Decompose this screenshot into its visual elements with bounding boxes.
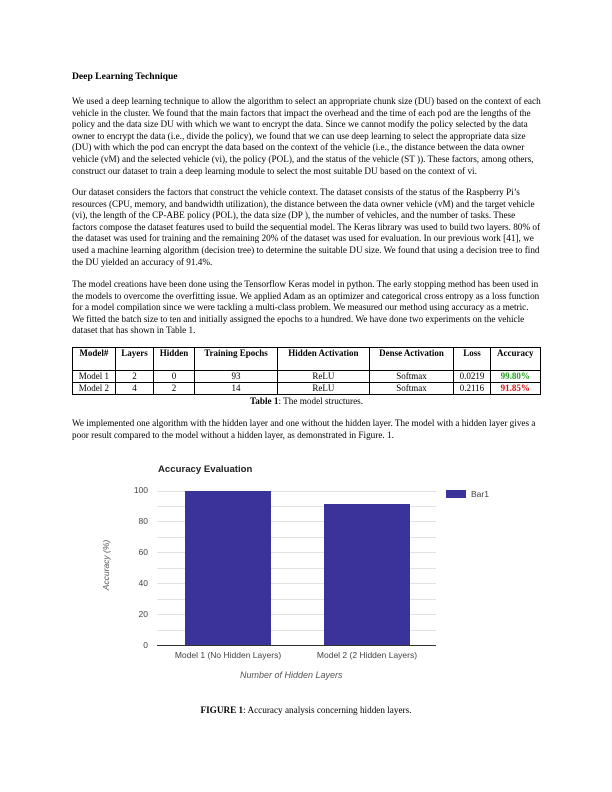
cell-accuracy: 91.85% bbox=[490, 383, 540, 395]
cell-loss: 0.0219 bbox=[454, 371, 490, 383]
bar-model-2 bbox=[324, 504, 410, 645]
cell-hidden-activation: ReLU bbox=[278, 383, 369, 395]
chart-title: Accuracy Evaluation bbox=[158, 464, 253, 475]
table-caption-text: : The model structures. bbox=[278, 396, 364, 406]
y-tick-100: 100 bbox=[133, 485, 148, 495]
cell-dense-activation: Softmax bbox=[369, 371, 454, 383]
legend-label: Bar1 bbox=[471, 489, 489, 499]
chart-legend bbox=[446, 489, 489, 499]
header-dense-activation: Dense Activation bbox=[369, 348, 454, 371]
y-tick-80: 80 bbox=[138, 516, 148, 526]
x-axis-label: Number of Hidden Layers bbox=[240, 670, 343, 680]
header-loss: Loss bbox=[454, 348, 490, 371]
y-tick-20: 20 bbox=[138, 609, 148, 619]
cell-loss: 0.2116 bbox=[454, 383, 490, 395]
header-layers: Layers bbox=[115, 348, 153, 371]
y-tick-40: 40 bbox=[138, 578, 148, 588]
section-heading: Deep Learning Technique bbox=[72, 71, 178, 82]
table-row bbox=[73, 383, 541, 395]
paragraph-intro: We used a deep learning technique to allow the algorithm to select an appropriate chunk size (DU) based on the context of each vehicle in the cluster. We found that the main factors that impact the overhead and the time of each pod are the lengths of the policy and the data size DU with which we want to encrypt the data. Since we cannot modify the policy selected by the data owner to encrypt the data (i.e., divide the policy), we found that we can use deep learning to select the appropriate data size (DU) with which the pod can encrypt the data based on the context of the vehicle (i.e., the distance between the data owner vehicle (vM) and the selected vehicle (vi), the policy (POL), and the status of the vehicle (ST )). These factors, among others, construct our dataset to train a deep learning module to select the most suitable DU based on the context of vi. bbox=[72, 96, 541, 176]
figure-caption-label: FIGURE 1 bbox=[200, 705, 244, 715]
cell-layers: 2 bbox=[115, 371, 153, 383]
cell-dense-activation: Softmax bbox=[369, 383, 454, 395]
y-tick-60: 60 bbox=[138, 547, 148, 557]
cell-hidden: 0 bbox=[154, 371, 195, 383]
paragraph-hidden-layer: We implemented one algorithm with the hidden layer and one without the hidden layer. The model with a hidden layer gives a poor result compared to the model without a hidden layer, as demonstrated in Figure. 1. bbox=[72, 418, 536, 440]
header-hidden: Hidden bbox=[154, 348, 195, 371]
y-tick-0: 0 bbox=[143, 640, 148, 650]
paragraph-model-creation: The model creations have been done using the Tensorflow Keras model in python. The early stopping method has been used in the models to overcome the overfitting issue. We applied Adam as an optimizer and categorical cross entropy as a loss function for a model compilation since we were tackling a multi-class problem. We measured our method using accuracy as a metric. We fitted the batch size to ten and initially assigned the epochs to a hundred. We have done two experiments on the vehicle dataset that has shown in Table 1. bbox=[72, 279, 540, 336]
table-row bbox=[73, 371, 541, 383]
figure-caption bbox=[0, 705, 612, 715]
cell-epochs: 14 bbox=[194, 383, 277, 395]
model-structures-table bbox=[72, 347, 541, 395]
y-axis-label: Accuracy (%) bbox=[101, 539, 111, 591]
cell-layers: 4 bbox=[115, 383, 153, 395]
x-tick-model-1: Model 1 (No Hidden Layers) bbox=[174, 650, 282, 660]
cell-hidden: 2 bbox=[154, 383, 195, 395]
paragraph-dataset: Our dataset considers the factors that construct the vehicle context. The dataset consists of the status of the Raspberry Pi’s resources (CPU, memory, and bandwidth utilization), the distance between the data owner vehicle (vM) and the target vehicle (vi), the length of the CP-ABE policy (POL), the data size (DP ), the number of vehicles, and the number of tasks. These factors compose the dataset features used to build the sequential model. The Keras library was used to build two layers. 80% of the dataset was used for training and the remaining 20% of the dataset was used for evaluation. In our previous work [41], we used a machine learning algorithm (decision tree) to determine the suitable DU size. We found that using a decision tree to find the DU yielded an accuracy of 91.4%. bbox=[72, 187, 541, 267]
cell-model: Model 1 bbox=[73, 371, 116, 383]
header-training-epochs: Training Epochs bbox=[194, 348, 277, 371]
x-axis-line bbox=[157, 645, 436, 646]
header-model: Model# bbox=[73, 348, 116, 371]
accuracy-bar-chart bbox=[90, 460, 530, 690]
x-tick-model-2: Model 2 (2 Hidden Layers) bbox=[316, 650, 418, 660]
cell-accuracy: 99.80% bbox=[490, 371, 540, 383]
cell-model: Model 2 bbox=[73, 383, 116, 395]
table-caption bbox=[72, 396, 541, 406]
header-hidden-activation: Hidden Activation bbox=[278, 348, 369, 371]
header-accuracy: Accuracy bbox=[490, 348, 540, 371]
table-header-row bbox=[73, 348, 541, 371]
cell-epochs: 93 bbox=[194, 371, 277, 383]
figure-caption-text: : Accuracy analysis concerning hidden layers. bbox=[243, 705, 412, 715]
bar-model-1 bbox=[185, 491, 271, 645]
table-caption-label: Table 1 bbox=[249, 396, 279, 406]
cell-hidden-activation: ReLU bbox=[278, 371, 369, 383]
legend-swatch-icon bbox=[446, 490, 466, 498]
